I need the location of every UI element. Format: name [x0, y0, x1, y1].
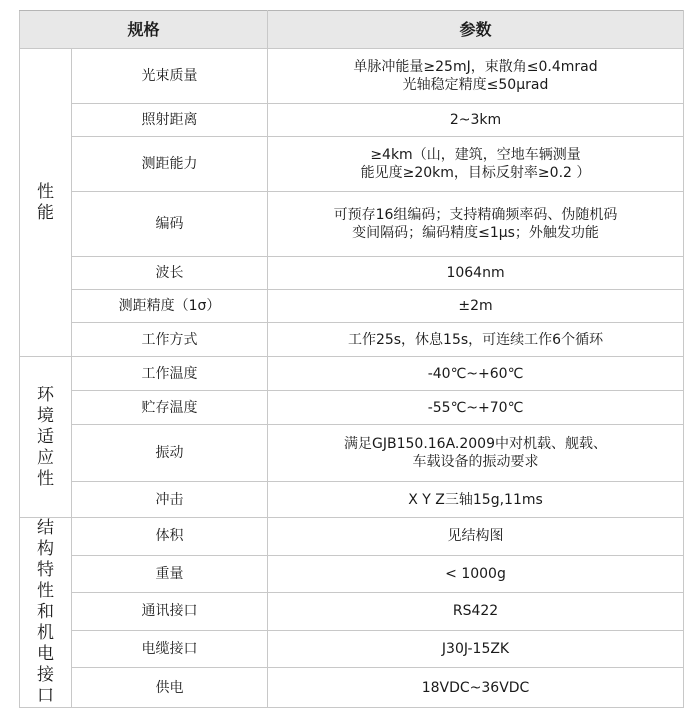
spec-cell: 重量: [72, 555, 268, 593]
table-row: [20, 518, 684, 556]
param-cell: 2~3km: [268, 104, 684, 137]
spec-cell: 光束质量: [72, 49, 268, 104]
param-cell: 可预存16组编码；支持精确频率码、伪随机码 变间隔码；编码精度≤1μs；外触发功能: [268, 192, 684, 257]
param-cell: < 1000g: [268, 555, 684, 593]
table-row: [20, 593, 684, 631]
table-row: [20, 555, 684, 593]
header-spec: 规格: [20, 11, 268, 49]
spec-cell: 通讯接口: [72, 593, 268, 631]
category-performance: 性 能: [20, 49, 72, 357]
spec-cell: 工作温度: [72, 357, 268, 391]
spec-cell: 贮存温度: [72, 391, 268, 425]
table-row: [20, 630, 684, 668]
table-row: [20, 425, 684, 482]
param-cell: -55℃~+70℃: [268, 391, 684, 425]
table-row: [20, 137, 684, 192]
param-cell: 工作25s，休息15s，可连续工作6个循环: [268, 323, 684, 357]
header-param: 参数: [268, 11, 684, 49]
table-row: [20, 482, 684, 518]
table-row: [20, 257, 684, 290]
spec-cell: 照射距离: [72, 104, 268, 137]
param-cell: 见结构图: [268, 518, 684, 556]
param-cell: 1064nm: [268, 257, 684, 290]
param-cell: -40℃~+60℃: [268, 357, 684, 391]
spec-cell: 冲击: [72, 482, 268, 518]
param-cell: ±2m: [268, 290, 684, 323]
param-cell: ≥4km（山，建筑，空地车辆测量 能见度≥20km，目标反射率≥0.2 ）: [268, 137, 684, 192]
table-row: [20, 391, 684, 425]
table-row: [20, 357, 684, 391]
param-cell: 18VDC~36VDC: [268, 668, 684, 708]
spec-cell: 体积: [72, 518, 268, 556]
table-row: [20, 290, 684, 323]
spec-cell: 波长: [72, 257, 268, 290]
spec-cell: 振动: [72, 425, 268, 482]
spec-cell: 编码: [72, 192, 268, 257]
table-row: [20, 668, 684, 708]
param-cell: RS422: [268, 593, 684, 631]
table-row: [20, 49, 684, 104]
header-row: [20, 11, 684, 49]
param-cell: 满足GJB150.16A.2009中对机载、舰载、 车载设备的振动要求: [268, 425, 684, 482]
param-cell: X Y Z三轴15g,11ms: [268, 482, 684, 518]
spec-table: [19, 10, 684, 708]
param-cell: J30J-15ZK: [268, 630, 684, 668]
spec-cell: 电缆接口: [72, 630, 268, 668]
category-environment: 环 境 适 应 性: [20, 357, 72, 518]
table-row: [20, 192, 684, 257]
spec-cell: 测距能力: [72, 137, 268, 192]
spec-cell: 供电: [72, 668, 268, 708]
category-structure: 结 构 特 性 和 机 电 接 口: [20, 518, 72, 708]
spec-cell: 工作方式: [72, 323, 268, 357]
spec-cell: 测距精度（1σ）: [72, 290, 268, 323]
table-row: [20, 104, 684, 137]
table-row: [20, 323, 684, 357]
param-cell: 单脉冲能量≥25mJ，束散角≤0.4mrad 光轴稳定精度≤50μrad: [268, 49, 684, 104]
